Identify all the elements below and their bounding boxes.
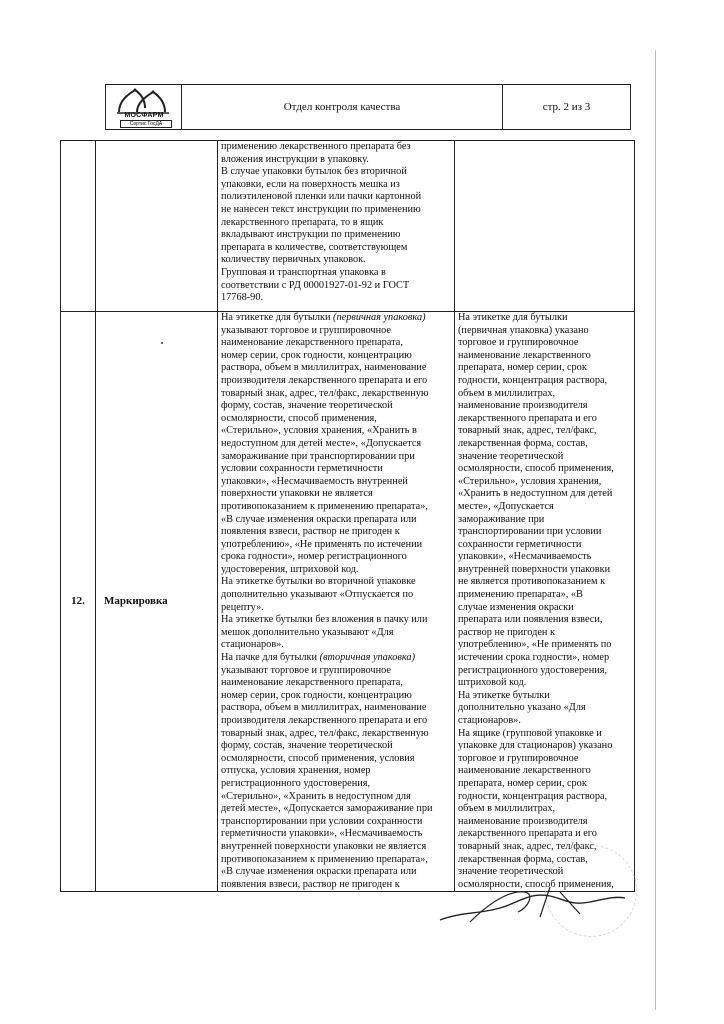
row-title: Маркировка <box>96 312 218 892</box>
logo-subtext: Сертис ГосДА <box>120 120 172 128</box>
signature-mark <box>430 872 630 932</box>
text-line: раствор не пригоден к <box>458 626 555 638</box>
text-line: указывают торговое и группировочное <box>221 664 391 676</box>
text-line: 17768-90. <box>221 292 264 304</box>
text-line: препарата в количестве, соответствующем <box>221 241 408 253</box>
text-line: не нанесен текст инструкции по применению <box>221 203 421 215</box>
text-line: упаковки», «Несмачиваемость внутренней <box>221 475 408 487</box>
text-line: торговое и группировочное <box>458 337 579 349</box>
text-line: штриховой код. <box>458 677 527 689</box>
text-line: противопоказанием к применению препарата», <box>221 500 428 512</box>
text-line: торговое и группировочное <box>458 752 579 764</box>
page-edge-line <box>655 50 656 1010</box>
page-number: стр. 2 из 3 <box>542 101 591 113</box>
text-line: герметичности упаковки», «Несмачиваемость <box>221 828 423 840</box>
text-line: годности, концентрация раствора, <box>458 790 608 802</box>
text-line: товарный знак, адрес, тел/факс, <box>458 425 597 437</box>
text-line: соответствии с РД 00001927-01-92 и ГОСТ <box>221 279 410 291</box>
text-line: случае изменения окраски <box>458 601 574 613</box>
text-line: наименование лекарственного препарата, <box>221 337 403 349</box>
mosfarm-dome-icon <box>115 88 171 114</box>
company-logo <box>106 85 182 129</box>
text-line: товарный знак, адрес, тел/факс, лекарственную <box>221 727 429 739</box>
text-line: истечении срока годности», номер <box>458 652 610 664</box>
text-line: препарата или появления взвеси, <box>458 614 603 626</box>
text-line: производителя лекарственного препарата и его <box>221 374 428 386</box>
text-line: дополнительно указано «Для <box>458 702 586 714</box>
text-line: регистрационного удостоверения, <box>458 664 608 676</box>
text-line: товарный знак, адрес, тел/факс, лекарственную <box>221 387 429 399</box>
text-line: На пачке для бутылки (вторичная упаковка) <box>221 652 416 664</box>
text-line: детей месте», «Допускается замораживание при <box>221 803 433 815</box>
text-line: «Хранить в недоступном для детей <box>458 488 613 500</box>
text-line: препарата, номер серии, срок <box>458 777 587 789</box>
cell-requirement <box>218 141 455 312</box>
table-row-continuation <box>61 141 635 312</box>
text-line: (первичная упаковка) указано <box>458 324 589 336</box>
requirements-table <box>60 140 635 892</box>
text-line: сохранности герметичности <box>458 538 582 550</box>
text-line: появления взвеси, раствор не пригоден к <box>221 526 400 538</box>
text-line: лекарственная форма, состав, <box>458 437 588 449</box>
text-line: дополнительно указывают «Отпускается по <box>221 589 414 601</box>
text-line: наименование производителя <box>458 400 588 412</box>
department-title: Отдел контроля качества <box>182 85 503 129</box>
text-line: удостоверения, штриховой код. <box>221 563 359 575</box>
table-row-12 <box>61 312 635 892</box>
text-line: объем в миллилитрах, <box>458 803 556 815</box>
text-line: месте», «Допускается <box>458 500 554 512</box>
text-line: внутренней поверхности упаковки <box>458 563 611 575</box>
text-line: наименование лекарственного <box>458 765 591 777</box>
text-line: На этикетке для бутылки (первичная упаковка) <box>221 312 426 323</box>
text-line: противопоказанием к применению препарата», <box>221 853 428 865</box>
text-line: номер серии, срок годности, концентрацию <box>221 689 412 701</box>
text-line: наименование лекарственного <box>458 349 591 361</box>
text-line: раствора, объем в миллилитрах, наименование <box>221 702 427 714</box>
text-line: осмолярности, способ применения, <box>221 412 377 424</box>
text-line: лекарственного препарата, то в ящик <box>221 216 384 228</box>
text-line: В случае упаковки бутылок без вторичной <box>221 166 407 178</box>
text-line: применению препарата», «В <box>458 589 583 601</box>
cell-name-empty <box>96 141 218 312</box>
text-line: упаковки, если на поверхность мешка из <box>221 178 400 190</box>
text-line: производителя лекарственного препарата и его <box>221 715 428 726</box>
text-line: регистрационного удостоверения, <box>221 777 371 789</box>
text-line: транспортировании при условии сохранности <box>221 815 423 827</box>
text-line: применению лекарственного препарата без <box>221 141 411 152</box>
text-line: товарный знак, адрес, тел/факс, <box>458 840 597 852</box>
text-line: «Стерильно», условия хранения, «Хранить в <box>221 425 417 437</box>
text-line: указывают торговое и группировочное <box>221 324 391 336</box>
text-line: лекарственная форма, состав, <box>458 853 588 865</box>
text-line: наименование производителя <box>458 815 588 827</box>
cell-requirement-labeling <box>218 312 455 892</box>
text-line: форму, состав, значение теоретической <box>221 400 393 412</box>
text-line: рецепту». <box>221 601 264 613</box>
text-line: лекарственного препарата и его <box>458 828 597 840</box>
text-line: замораживание при транспортировании при <box>221 450 415 462</box>
text-line: «Стерильно», условия хранения, <box>458 475 602 487</box>
text-line: замораживание при <box>458 513 545 525</box>
text-line: не является противопоказанием к <box>458 576 606 588</box>
stray-dot <box>161 342 163 344</box>
text-line: употреблению», «Не применять по <box>458 639 612 651</box>
text-line: объем в миллилитрах, <box>458 387 556 399</box>
cell-result-labeling <box>455 312 635 892</box>
text-line: стационаров». <box>458 715 521 726</box>
text-line: условии сохранности герметичности <box>221 463 383 475</box>
text-line: вложения инструкции в упаковку. <box>221 153 369 165</box>
text-line: лекарственного препарата и его <box>458 412 597 424</box>
text-line: раствора, объем в миллилитрах, наименование <box>221 362 427 374</box>
cell-num-empty <box>61 141 96 312</box>
text-line: количеству первичных упаковок. <box>221 254 366 266</box>
text-line: поверхности упаковки не является <box>221 488 373 500</box>
text-line: употреблению», «Не применять по истечении <box>221 538 423 550</box>
text-line: срока годности», номер регистрационного <box>221 551 407 563</box>
logo-text: МОСФАРМ <box>124 112 164 119</box>
text-line: На этикетке бутылки <box>458 689 550 701</box>
text-line: На этикетке бутылки во вторичной упаковке <box>221 576 416 588</box>
text-line: значение теоретической <box>458 866 564 878</box>
text-line: внутренней поверхности упаковки не является <box>221 840 427 852</box>
text-line: осмолярности, способ применения, <box>458 463 614 475</box>
text-line: форму, состав, значение теоретической <box>221 740 393 752</box>
cell-result-empty <box>455 141 635 312</box>
text-line: осмолярности, способ применения, условия <box>221 752 415 764</box>
row-number: 12. <box>61 312 96 892</box>
text-line: Групповая и транспортная упаковка в <box>221 266 386 278</box>
text-line: годности, концентрация раствора, <box>458 374 608 386</box>
text-line: «В случае изменения окраски препарата или <box>221 513 417 525</box>
text-line: значение теоретической <box>458 450 564 462</box>
text-line: осмолярности, способ применения, <box>458 878 614 890</box>
text-line: упаковке для стационаров) указано <box>458 740 613 752</box>
text-line: полиэтиленовой пленки или пачки картонной <box>221 191 422 203</box>
text-line: мешок дополнительно указывают «Для <box>221 626 394 638</box>
text-line: номер серии, срок годности, концентрацию <box>221 349 412 361</box>
text-line: недоступном для детей месте», «Допускается <box>221 437 422 449</box>
text-line: транспортировании при условии <box>458 526 602 538</box>
text-line: появления взвеси, раствор не пригоден к <box>221 878 400 890</box>
text-line: «В случае изменения окраски препарата или <box>221 866 417 878</box>
text-line: На этикетке бутылки без вложения в пачку или <box>221 614 428 626</box>
text-line: вкладывают инструкции по применению <box>221 229 401 241</box>
text-line: отпуска, условия хранения, номер <box>221 765 371 777</box>
text-line: «Стерильно», «Хранить в недоступном для <box>221 790 411 802</box>
text-line: На ящике (групповой упаковке и <box>458 727 602 739</box>
text-line: наименование лекарственного препарата, <box>221 677 403 689</box>
text-line: упаковки», «Несмачиваемость <box>458 551 592 563</box>
text-line: стационаров». <box>221 639 284 651</box>
text-line: препарата, номер серии, срок <box>458 362 587 374</box>
text-line: На этикетке для бутылки <box>458 312 568 323</box>
document-header <box>105 84 631 130</box>
